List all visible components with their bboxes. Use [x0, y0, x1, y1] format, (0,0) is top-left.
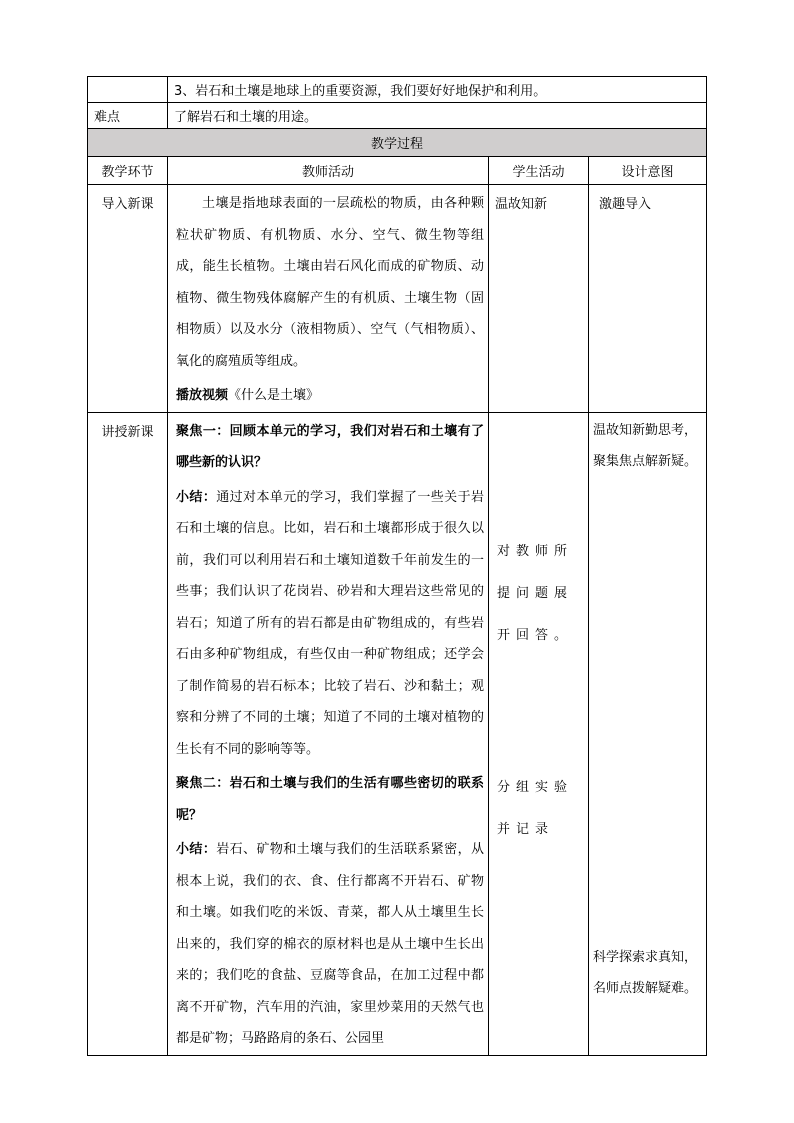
- section-title: 教学过程: [88, 129, 707, 157]
- column-header-row: [88, 157, 707, 185]
- new-lesson-teacher-cell: [168, 412, 489, 1055]
- intro-teacher-text: 土壤是指地球表面的一层疏松的物质，由各种颗粒状矿物质、有机物质、水分、空气、微生物等组成，能生长植物。土壤由岩石风化而成的矿物质、动植物、微生物残体腐解产生的有机质、土壤生物（固相物质）以及水分（液相物质）、空气（气相物质）、氧化的腐殖质等组成。: [176, 196, 484, 369]
- intro-video: [174, 377, 488, 412]
- column-header-phase: 教学环节: [88, 157, 168, 185]
- column-header-student: 学生活动: [489, 157, 589, 185]
- intro-phase: 导入新课: [88, 185, 168, 413]
- new-lesson-intent-cell: [589, 412, 707, 1055]
- focus-two: 聚焦二：岩石和土壤与我们的生活有哪些密切的联系呢？: [176, 776, 484, 823]
- column-header-intent: 设计意图: [589, 157, 707, 185]
- intro-intent: 激趣导入: [589, 185, 707, 413]
- summary-two: [174, 831, 488, 1055]
- student-activity-answer: 对教师所提问题展开回答。: [497, 543, 574, 643]
- new-lesson-phase: 讲授新课: [88, 412, 168, 1055]
- summary-one: [174, 479, 488, 766]
- section-title-row: [88, 129, 707, 157]
- intent-review: 温故知新勤思考，聚集焦点解新疑。: [593, 422, 698, 469]
- new-lesson-student-cell: [489, 412, 589, 1055]
- intro-teacher-cell: [168, 185, 489, 413]
- intro-video-label: 播放视频: [176, 388, 229, 403]
- focus-one: 聚焦一：回顾本单元的学习，我们对岩石和土壤有了哪些新的认识？: [176, 423, 484, 470]
- student-activity-experiment: 分组实验并记录: [497, 779, 574, 837]
- column-header-teacher: 教师活动: [168, 157, 489, 185]
- difficulty-row: [88, 103, 707, 129]
- summary-two-text: 岩石、矿物和土壤与我们的生活联系紧密，从根本上说，我们的衣、食、住行都离不开岩石、矿物和土壤。如我们吃的米饭、青菜，都人从土壤里生长出来的，我们穿的棉衣的原材料也是从土壤中生长出来的；我们吃的食盐、豆腐等食品，在加工过程中都离不开矿物，汽车用的汽油，家里炒菜用的天然气也都是矿物；马路路肩的条石、公园里: [176, 842, 484, 1046]
- intent-explore: 科学探索求真知，名师点拨解疑难。: [593, 949, 698, 996]
- intro-row: [88, 185, 707, 413]
- difficulty-text: 了解岩石和土壤的用途。: [168, 103, 707, 129]
- new-lesson-row: [88, 412, 707, 1055]
- summary-one-label: 小结：: [176, 489, 217, 505]
- difficulty-label: 难点: [88, 103, 168, 129]
- goals-row: [88, 77, 707, 103]
- intro-student: 温故知新: [489, 185, 589, 413]
- summary-two-label: 小结：: [176, 842, 217, 857]
- goals-row-label: [88, 77, 168, 103]
- goals-text: 3、岩石和土壤是地球上的重要资源，我们要好好地保护和利用。: [168, 77, 707, 103]
- intro-video-title: 《什么是土壤》: [228, 388, 320, 403]
- lesson-plan-table: [87, 76, 707, 1056]
- summary-one-text: 通过对本单元的学习，我们掌握了一些关于岩石和土壤的信息。比如，岩石和土壤都形成于很久以前，我们可以利用岩石和土壤知道数千年前发生的一些事；我们认识了花岗岩、砂岩和大理岩这些常见的岩石；知道了所有的岩石都是由矿物组成的，有些岩石由多种矿物组成，有些仅由一种矿物组成；还学会了制作简易的岩石标本；比较了岩石、沙和黏土；观察和分辨了不同的土壤；知道了不同的土壤对植物的生长有不同的影响等等。: [176, 489, 484, 757]
